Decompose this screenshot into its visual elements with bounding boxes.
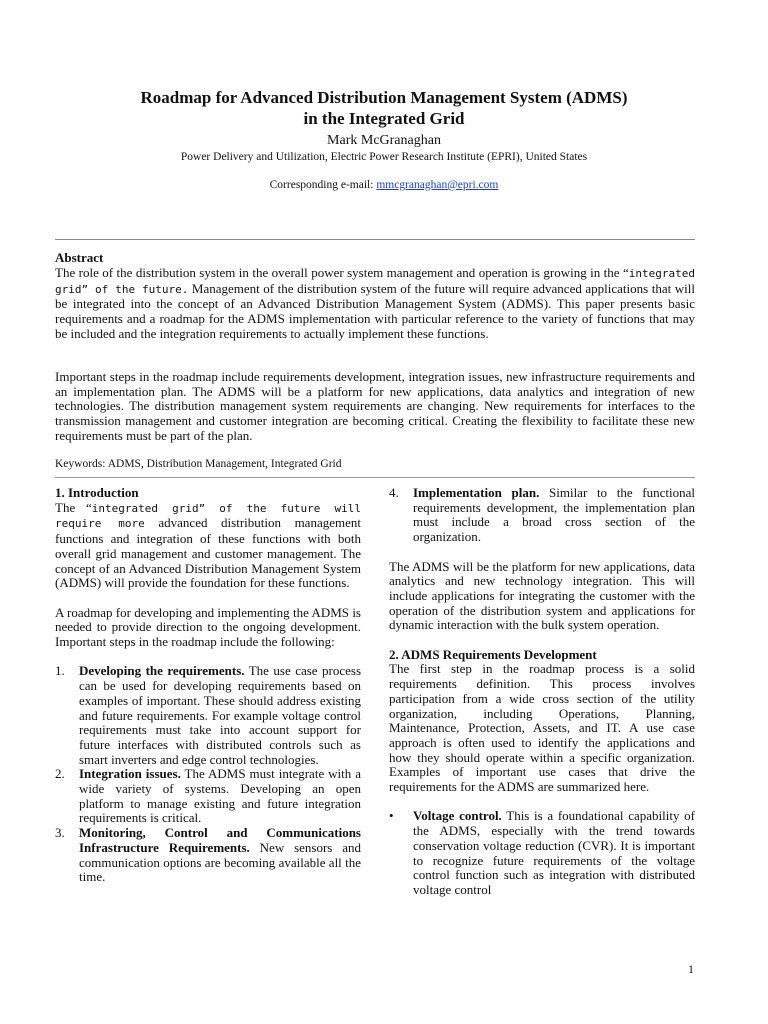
paper-title [0,87,768,129]
abstract-heading: Abstract [55,250,104,265]
list-item [389,486,695,545]
abstract-p1-start: The role of the distribution system in the overall power system management and operation is growing in the “ [55,265,629,280]
list-item [55,826,361,885]
bullet-item [389,809,695,897]
list-number: 3. [55,825,65,841]
list-number: 1. [55,663,65,679]
list-number: 2. [55,766,65,782]
title-line-1: Roadmap for Advanced Distribution Management System (ADMS) [140,88,628,107]
title-line-2: in the Integrated Grid [303,109,465,128]
right-column [389,486,695,898]
abstract-p1-end: Management of the distribution system of the future will require advanced applications that will be integrated into the concept of an Advanced Distribution Management System (ADMS). This paper presents basic requirements and a roadmap for the ADMS implementation with particular reference to the variety of functions that may be included and the integration requirements to actually implement these functions. [55,280,696,341]
list-number: 4. [389,485,399,500]
intro-p1-mono: integrated grid” of the future will require more [55,501,361,531]
corresponding-email [0,178,768,192]
list-item-text: The ADMS must integrate with a wide variety of systems. Developing an open platform to manage existing and future integration requirements is critical. [79,766,361,826]
divider-top [55,239,695,240]
section-heading-introduction: 1. Introduction [55,485,139,500]
page-number: 1 [688,962,694,976]
bullet-icon: • [389,808,394,824]
list-item-lead: Developing the requirements. [79,663,245,679]
left-column [55,486,361,885]
list-item-lead: Implementation plan. [413,485,540,500]
list-item-text: Similar to the functional requirements development, the implementation plan must include a broad cross section of the organization. [413,485,695,545]
bullet-lead: Voltage control. [413,808,502,824]
list-item [55,767,361,826]
intro-p1-start: The “ [55,499,92,515]
keywords: Keywords: ADMS, Distribution Management, Integrated Grid [55,458,342,470]
list-item-text: New sensors and communication options are becoming available all the time. [79,839,362,885]
abstract-p1-mono: integrated grid” of the future. [55,267,695,296]
intro-paragraph-3: The ADMS will be the platform for new applications, data analytics and new technology integration. This will include applications for integrating the customer with the operation of the distribution system and applications for dynamic interaction with the bulk system operation. [389,558,695,633]
intro-paragraph-1 [55,501,361,591]
intro-p1-end: advanced distribution management functions and integration of these functions with both overall grid management and customer management. The concept of an Advanced Distribution Management System (ADMS) will provide the foundation for these functions. [55,515,361,591]
bullet-text: This is a foundational capability of the ADMS, especially with the trend towards conservation voltage reduction (CVR). It is important to recognize future requirements of the voltage control function such as integration with distributed voltage control [413,808,695,897]
intro-paragraph-2: A roadmap for developing and implementing the ADMS is needed to provide direction to the ongoing development. Important steps in the roadmap include the following: [55,604,361,650]
abstract-paragraph-2: Important steps in the roadmap include requirements development, integration issues, new infrastructure requirements and an implementation plan. The ADMS will be a platform for new applications, data analytics and integration of new technologies. The distribution management system requirements are changing. New requirements for interfaces to the transmission management and customer integration are becoming critical. Creating the flexibility to facilitate these new requirements must be part of the plan. [55,369,695,443]
list-item-text: The use case process can be used for developing requirements based on examples of important. These should address existing and future requirements. For example voltage control requirements must take into account support for future interfaces with distributed controls such as smart inverters and edge control technologies. [79,663,362,767]
email-link[interactable]: mmcgranaghan@epri.com [376,179,499,191]
section-heading-adms-requirements: 2. ADMS Requirements Development [389,646,597,662]
section2-paragraph-1: The first step in the roadmap process is a solid requirements definition. This process involves participation from a wide cross section of the utility organization, including Operations, Planning, Maintenance, Protection, Assets, and IT. A use case approach is often used to identify the applications and how they should operate within a specific organization. Examples of important use cases that drive the requirements for the ADMS are summarized here. [389,661,695,795]
author-name: Mark McGranaghan [327,133,441,148]
author-affiliation: Power Delivery and Utilization, Electric Power Research Institute (EPRI), United States [180,151,588,163]
abstract-paragraph-1 [55,266,695,342]
email-label: Corresponding e-mail: [269,179,377,191]
divider-keywords [55,477,695,478]
list-item [55,664,361,767]
list-item-lead: Integration issues. [79,766,181,782]
list-item-lead: Monitoring, Control and Communications Infrastructure Requirements. [79,825,361,855]
